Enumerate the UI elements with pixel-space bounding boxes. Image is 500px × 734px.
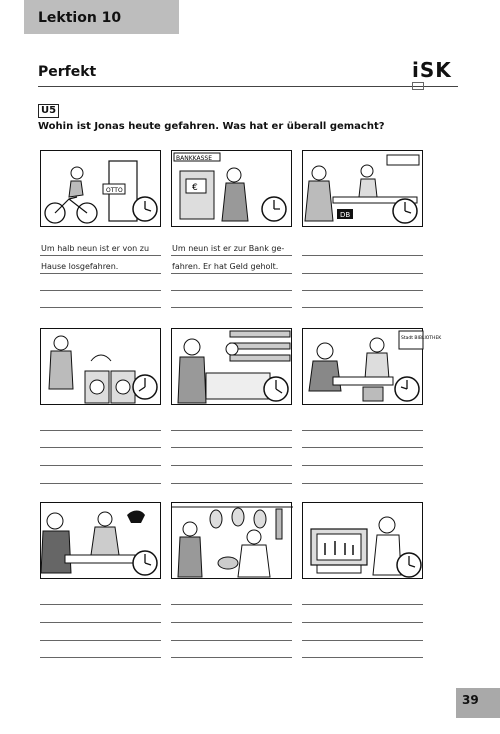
- writing-line: [40, 640, 161, 641]
- writing-line: [40, 273, 161, 274]
- picture-bank-atm: [171, 150, 292, 227]
- publisher-logo: iSK: [412, 58, 452, 82]
- writing-line: [40, 465, 161, 466]
- picture-laundry: [40, 328, 161, 405]
- answer-1-line-1: Um halb neun ist er von zu: [41, 244, 150, 253]
- writing-line: [302, 622, 423, 623]
- publisher-logo-mark: [412, 82, 424, 90]
- writing-line: [40, 622, 161, 623]
- writing-line: [302, 447, 423, 448]
- page-number: 39: [462, 693, 479, 707]
- picture-bookstore: [302, 328, 442, 405]
- writing-line: [302, 465, 423, 466]
- writing-line: [40, 430, 161, 431]
- writing-line: [302, 307, 423, 308]
- writing-line: [302, 640, 423, 641]
- picture-bakery: [171, 328, 292, 405]
- writing-line: [302, 255, 423, 256]
- writing-line: [302, 483, 423, 484]
- writing-line: [40, 483, 161, 484]
- writing-line: [171, 640, 292, 641]
- answer-2-line-1: Um neun ist er zur Bank ge-: [172, 244, 285, 253]
- writing-line: [40, 255, 161, 256]
- writing-line: [171, 273, 292, 274]
- exercise-instruction: Wohin ist Jonas heute gefahren. Was hat er überall gemacht?: [38, 121, 385, 132]
- picture-bike-home: [40, 150, 161, 227]
- writing-line: [302, 273, 423, 274]
- picture-post-office: [40, 502, 161, 579]
- writing-line: [171, 447, 292, 448]
- picture-tv-home: [302, 502, 423, 579]
- writing-line: [171, 290, 292, 291]
- door-sign-label: OTTO: [106, 187, 123, 194]
- chapter-title: Perfekt: [38, 64, 97, 80]
- bank-sign-label: BANKKASSE: [176, 155, 212, 162]
- writing-line: [302, 657, 423, 658]
- db-sign-label: DB: [340, 211, 351, 219]
- writing-line: [171, 255, 292, 256]
- writing-line: [171, 604, 292, 605]
- writing-line: [40, 290, 161, 291]
- exercise-number: U5: [38, 104, 59, 118]
- writing-line: [171, 307, 292, 308]
- writing-line: [171, 483, 292, 484]
- writing-line: [171, 430, 292, 431]
- euro-sign: €: [192, 183, 198, 193]
- picture-counter-db: [302, 150, 423, 227]
- picture-butcher: [171, 502, 292, 579]
- lesson-title: Lektion 10: [38, 10, 122, 26]
- writing-line: [40, 604, 161, 605]
- writing-line: [171, 657, 292, 658]
- writing-line: [171, 465, 292, 466]
- writing-line: [302, 290, 423, 291]
- writing-line: [40, 447, 161, 448]
- writing-line: [40, 307, 161, 308]
- chapter-divider: [38, 86, 458, 87]
- answer-2-line-2: fahren. Er hat Geld geholt.: [172, 262, 279, 271]
- writing-line: [302, 604, 423, 605]
- writing-line: [40, 657, 161, 658]
- library-sign-label: Stadt BIBLIOTHEK: [401, 336, 442, 341]
- writing-line: [302, 430, 423, 431]
- writing-line: [171, 622, 292, 623]
- answer-1-line-2: Hause losgefahren.: [41, 262, 119, 271]
